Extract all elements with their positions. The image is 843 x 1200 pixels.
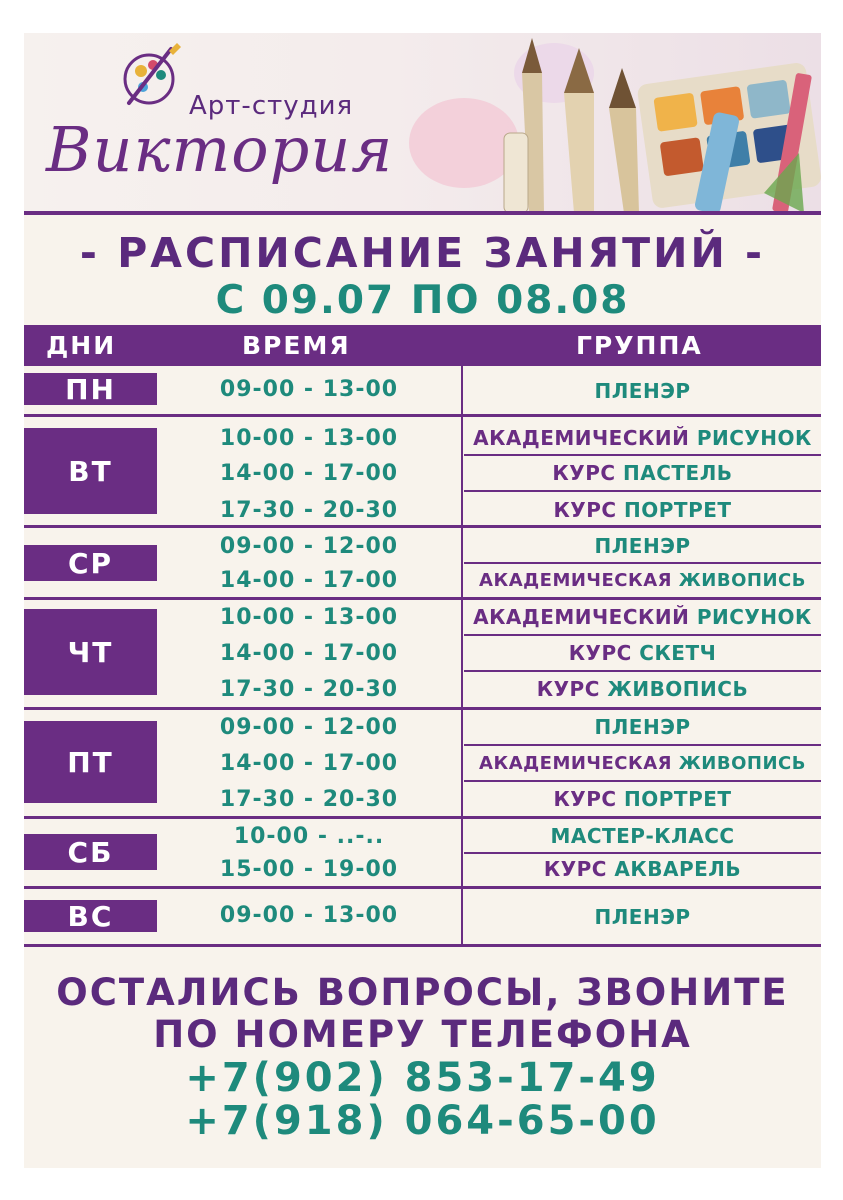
session-time: 15-00 - 19-00 [219,857,399,882]
session-group: МАСТЕР-КЛАСС [550,824,735,848]
day-label: СБ [24,834,157,870]
day-divider [24,816,821,819]
session-group: КУРС АКВАРЕЛЬ [543,857,742,881]
session-time: 09-00 - 12-00 [219,534,399,559]
session-group: АКАДЕМИЧЕСКАЯ ЖИВОПИСЬ [479,753,806,774]
session-group: АКАДЕМИЧЕСКИЙ РИСУНОК [473,605,812,629]
day-divider [24,525,821,528]
session-group: ПЛЕНЭР [594,905,691,929]
session-time: 10-00 - 13-00 [219,605,399,630]
day-label: ПН [24,373,157,405]
schedule-poster [24,33,821,1168]
session-group: АКАДЕМИЧЕСКИЙ РИСУНОК [473,426,812,450]
row-divider [464,780,821,782]
day-divider [24,597,821,600]
row-divider [464,744,821,746]
schedule-dates: С 09.07 ПО 08.08 [215,278,630,323]
phone-number-2[interactable]: +7(918) 064-65-00 [185,1098,660,1144]
studio-name: Виктория [46,113,394,186]
session-time: 14-00 - 17-00 [219,751,399,776]
day-label: ВС [24,900,157,932]
session-group: ПЛЕНЭР [594,534,691,558]
session-group: КУРС ЖИВОПИСЬ [536,677,749,701]
header-divider [24,211,821,215]
session-time: 14-00 - 17-00 [219,568,399,593]
session-time: 17-30 - 20-30 [219,498,399,523]
session-group: КУРС ПАСТЕЛЬ [552,461,733,485]
day-label: СР [24,545,157,581]
row-divider [464,670,821,672]
session-group: КУРС ПОРТРЕТ [553,787,732,811]
table-bottom-border [24,944,821,947]
table-header [24,325,821,366]
row-divider [464,634,821,636]
row-divider [464,852,821,854]
day-label: ВТ [24,428,157,514]
session-time: 14-00 - 17-00 [219,461,399,486]
row-divider [464,490,821,492]
session-group: КУРС ПОРТРЕТ [553,498,732,522]
session-group: ПЛЕНЭР [594,715,691,739]
header-banner [24,33,821,213]
day-divider [24,414,821,417]
session-time: 10-00 - ..-.. [233,824,385,849]
column-header-group: ГРУППА [576,331,703,360]
phone-number-1[interactable]: +7(902) 853-17-49 [185,1055,660,1101]
contact-prompt-line2: ПО НОМЕРУ ТЕЛЕФОНА [153,1013,692,1056]
session-group: ПЛЕНЭР [594,379,691,403]
session-time: 17-30 - 20-30 [219,787,399,812]
column-header-days: ДНИ [46,331,117,360]
brushes-paint-palette-illustration [404,33,821,213]
day-divider [24,886,821,889]
row-divider [464,562,821,564]
row-divider [464,454,821,456]
day-label: ЧТ [24,609,157,695]
column-header-time: ВРЕМЯ [242,331,351,360]
day-divider [24,707,821,710]
schedule-title: - РАСПИСАНИЕ ЗАНЯТИЙ - [79,229,766,277]
session-time: 09-00 - 13-00 [219,377,399,402]
session-group: АКАДЕМИЧЕСКАЯ ЖИВОПИСЬ [479,570,806,591]
session-time: 10-00 - 13-00 [219,426,399,451]
day-label: ПТ [24,721,157,803]
session-time: 14-00 - 17-00 [219,641,399,666]
column-divider [461,366,463,944]
session-time: 09-00 - 12-00 [219,715,399,740]
session-time: 09-00 - 13-00 [219,903,399,928]
studio-label: Арт-студия [189,91,354,121]
palette-brush-logo [119,41,189,111]
session-time: 17-30 - 20-30 [219,677,399,702]
session-group: КУРС СКЕТЧ [568,641,717,665]
contact-prompt: ОСТАЛИСЬ ВОПРОСЫ, ЗВОНИТЕ [56,971,789,1014]
